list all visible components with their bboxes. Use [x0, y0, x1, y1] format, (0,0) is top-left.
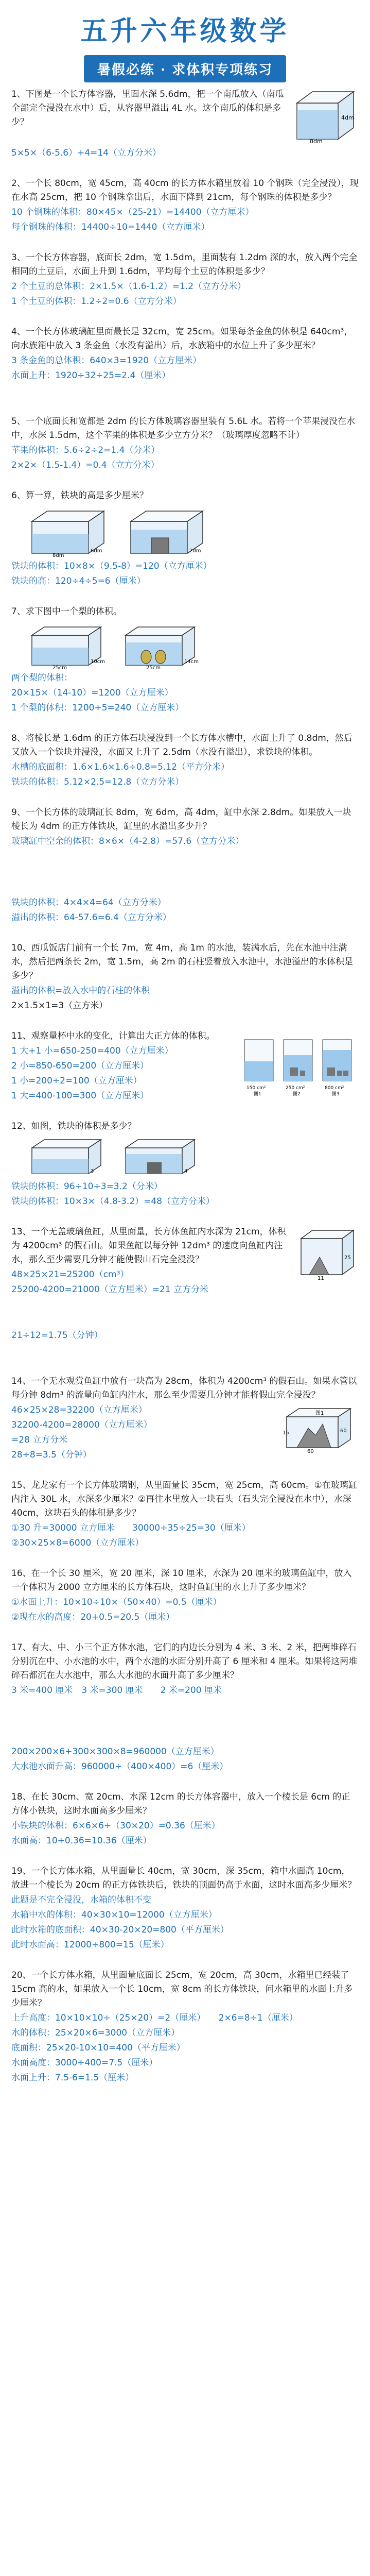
question-text: 3、一个长方体容器，底面长 2dm，宽 1.5dm，里面装有 1.2dm 深的水，放入两个完全相同的土豆后，水面上升到 1.6dm，平均每个土豆的体积是多少？: [11, 252, 358, 277]
rockery-figure: [281, 1403, 359, 1455]
question-text: 13、一个无盖玻璃鱼缸，从里面量，长方体鱼缸内水深为 21cm，体积为 4200cm³ 的假石山。如果鱼缸以每分钟 12dm³ 的速度向鱼缸内注水，那么至少需要几分钟才能使假山石完全浸没？: [11, 1227, 286, 1265]
cup1-label: 150 cm²: [246, 1086, 266, 1091]
problem-18: [11, 1790, 359, 1848]
fig5-label3: 2dm: [189, 548, 201, 554]
answer-line: ①30 升=30000 立方厘米 30000÷35÷25=30（厘米）: [11, 1523, 251, 1533]
question-text: 10、西瓜饭店门前有一个长 7m，宽 4m，高 1m 的水池，装满水后，先在水池中注满水，然后把两条长 2m，宽 1.5m，高 2m 的石柱竖着放入水池中，水池溢出的水体积是多少？: [11, 943, 353, 981]
problem-17: [11, 1641, 359, 1698]
container-figure: [292, 88, 359, 146]
fish-tank-figure: [297, 1225, 359, 1284]
problem-13: [11, 1225, 359, 1298]
answer-line: 水面高：10+0.36=10.36（厘米）: [11, 1836, 152, 1846]
answer-line: 2×2×（1.5-1.4）=0.4（立方分米）: [11, 460, 160, 470]
answer-line: 水面高度：3000÷400=7.5（厘米）: [11, 2058, 158, 2068]
answer-line: ②现在水的高度：20+0.5=20.5（厘米）: [11, 1612, 175, 1622]
fig12-l: 3: [91, 1168, 94, 1174]
iron-tank-figures: [27, 1137, 359, 1178]
problem-2: [11, 177, 359, 234]
cup1-title: 图1: [254, 1092, 261, 1096]
cup2-label: 250 cm²: [286, 1086, 305, 1091]
fig12-w: 4: [184, 1168, 188, 1174]
question-text: 7、求下图中一个梨的体积。: [11, 606, 122, 617]
answer-line: 3 条金鱼的总体积：640×3=1920（立方厘米）: [11, 355, 202, 366]
fig5-label1: 6dm: [91, 548, 102, 554]
answer-line: 此时水面高：12000÷800=15（厘米）: [11, 1940, 169, 1950]
answer-line: 水面上升：7.5-6=1.5（厘米）: [11, 2073, 134, 2083]
answer-line: 20×15×（14-10）=1200（立方厘米）: [11, 688, 173, 698]
problem-9-continued: [11, 896, 359, 925]
answer-line: 3 米=400 厘米 3 米=300 厘米 2 米=200 厘米: [11, 1685, 222, 1696]
problem-14: [11, 1375, 359, 1463]
question-text: 12、如图，铁块的体积是多少？: [11, 1121, 136, 1131]
cup2-title: 图2: [293, 1092, 301, 1096]
answer-line: 48×25×21=25200（cm³）: [11, 1269, 129, 1280]
fig14-c: 15: [283, 1430, 289, 1436]
fig6-c: 14cm: [184, 659, 199, 665]
answer-line: 此题是不完全浸没，水箱的体积不变: [11, 1895, 151, 1905]
answer-line: 1 大+1 小=650-250=400（立方厘米）: [11, 1046, 173, 1056]
worksheet-header: [11, 0, 359, 88]
question-text: 5、一个底面长和宽都是 2dm 的长方体玻璃容器里装有 5.6L 水。若将一个苹果浸没在水中，水深 1.5dm，这个苹果的体积是多少立方分米？（玻璃厚度忽略不计）: [11, 416, 356, 440]
answer-line: 底面积：25×20-10×10=400（平方厘米）: [11, 2043, 185, 2053]
question-text: 16、在一个长 30 厘米，宽 20 厘米，深 10 厘米，水深为 20 厘米的玻璃鱼缸中，放入一个体积为 2000 立方厘米的长方体石块，这时鱼缸里的水上升了多少厘米？: [11, 1568, 352, 1592]
answer-line: 玻璃缸中空余的体积：8×6×（4-2.8）=57.6（立方分米）: [11, 836, 244, 846]
problem-list: [11, 88, 359, 2085]
answer-line: 2×1.5×1=3（立方米）: [11, 1001, 108, 1011]
answer-line: 1 小=200÷2=100（立方厘米）: [11, 1076, 142, 1086]
question-text: 15、龙龙家有一个长方体玻璃钢，从里面量长 35cm，宽 25cm，高 60cm。①在玻璃缸内注入 30L 水，水深多少厘米？②再往水里放入一块石头（石头完全浸没在水中），水深 40cm，这块石头的体积是多少？: [11, 1480, 357, 1518]
problem-16: [11, 1567, 359, 1624]
problem-10: [11, 941, 359, 1013]
answer-line: 每个钢珠的体积：14400÷10=1440（立方厘米）: [11, 222, 210, 232]
answer-line: 铁块的体积：96÷10÷3=3.2（分米）: [11, 1181, 163, 1192]
answer-line: 水箱中水的体积：40×30×10=12000（立方厘米）: [11, 1910, 217, 1920]
answer-line: 5×5×（6-5.6）+4=14（立方分米）: [11, 148, 162, 158]
question-text: 20、一个长方体水箱，从里面量底面长 25cm，宽 20cm，高 30cm，水箱里已经装了 15cm 高的水，如果放入一个长 10cm，宽 8cm 的长方体铁块，问水箱里的水面上升多少厘米？: [11, 1970, 353, 2008]
question-text: 9、一个长方体的玻璃缸长 8dm，宽 6dm，高 4dm，缸中水深 2.8dm。如果放入一块棱长为 4dm 的正方体铁块，缸里的水溢出多少升？: [11, 807, 351, 832]
problem-3: [11, 251, 359, 309]
answer-line: 上升高度：10×10×10÷（25×20）=2（厘米） 2×6=8÷1（厘米）: [11, 2013, 298, 2023]
problem-5: [11, 415, 359, 472]
answer-line: 溢出的体积：64-57.6=6.4（立方分米）: [11, 912, 171, 923]
answer-line: 溢出的体积=放入水中的石柱的体积: [11, 986, 150, 996]
fig14-b: 60: [307, 1449, 314, 1453]
fig6-b: 25cm: [52, 665, 67, 669]
fig6-d: 25cm: [146, 665, 161, 669]
fig1-height-label: 4dm: [341, 114, 354, 121]
answer-line: 铁块的体积：10×8×（9.5-8）=120（立方厘米）: [11, 561, 212, 571]
problem-20: [11, 1969, 359, 2085]
question-text: 17、有大、中、小三个正方体水池，它们的内边长分别为 4 米、3 米、2 米，把两堆碎石分别沉在中、小水池的水中，两个水池的水面分别升高了 6 厘米和 4 厘米。如果将这两堆碎石都沉在大水池中，那么大水池的水面升高了多少厘米？: [11, 1642, 358, 1681]
question-text: 19、一个长方体水箱，从里面量长 40cm，宽 30cm，深 35cm，箱中水面高 10cm，放进一个棱长为 20cm 的正方体铁块后，铁块的顶面仍高于水面，这时水面高多少厘米？: [11, 1866, 357, 1890]
answer-line: 水槽的底面积：1.6×1.6×1.6÷0.8=5.12（平方分米）: [11, 762, 230, 772]
iron-block-figures: [27, 506, 359, 557]
answer-line: 10 个钢珠的体积：80×45×（25-21）=14400（立方厘米）: [11, 207, 254, 217]
page-subtitle: 暑假必练 · 求体积专项练习: [84, 55, 286, 82]
problem-19: [11, 1865, 359, 1952]
answer-line: =28 立方分米: [11, 1435, 68, 1445]
problem-6: [11, 489, 359, 588]
problem-8: [11, 732, 359, 789]
problem-4: [11, 325, 359, 383]
cup3-label: 800 cm²: [325, 1086, 344, 1091]
problem-17-continued: [11, 1745, 359, 1774]
answer-line: 1 个梨的体积：1200÷5=240（立方厘米）: [11, 703, 184, 713]
answer-line: 25200-4200=21000（立方厘米）=21 立方分米: [11, 1284, 209, 1295]
problem-12: [11, 1120, 359, 1209]
answer-line: 32200-4200=28000（立方厘米）: [11, 1420, 152, 1430]
fig6-a: 10cm: [91, 659, 105, 665]
answer-line: 28÷8=3.5（分钟）: [11, 1450, 92, 1460]
question-text: 6、算一算，铁块的高是多少厘米？: [11, 490, 148, 501]
answer-line: 21÷12=1.75（分钟）: [11, 1330, 103, 1341]
answer-line: 铁块的高：120÷4÷5=6（厘米）: [11, 576, 146, 586]
problem-11: [11, 1029, 359, 1104]
answer-line: 1 个土豆的体积：1.2÷2=0.6（立方分米）: [11, 296, 182, 307]
answer-line: 46×25×28=32200（立方厘米）: [11, 1405, 147, 1415]
question-text: 14、一个无水观赏鱼缸中放有一块高为 28cm，体积为 4200cm³ 的假石山。如果水管以每分钟 8dm³ 的流量向鱼缸内注水，那么至少需要几分钟才能将假山完全浸没？: [11, 1376, 357, 1400]
question-text: 4、一个长方体玻璃缸里面最长是 32cm，宽 25cm。如果每条金鱼的体积是 640cm³，向水族箱中放入 3 条金鱼（水没有溢出）后，水族箱中的水位上升了多少厘米？: [11, 327, 353, 351]
answer-line: 大水池水面升高：960000÷（400×400）=6（厘米）: [11, 1761, 228, 1772]
answer-line: 此时水箱的底面积：40×30-20×20=800（平方厘米）: [11, 1925, 229, 1935]
question-text: 2、一个长 80cm，宽 45cm，高 40cm 的长方体水箱里放着 10 个钢珠（完全浸没），现在水高 25cm，把 10 个钢珠拿出后，水面下降到 21cm，每个钢珠的体积是多少？: [11, 178, 359, 202]
fig13-b: 11: [318, 1276, 324, 1281]
problem-15: [11, 1479, 359, 1550]
answer-line: 水面上升：1920÷32÷25=2.4（厘米）: [11, 370, 171, 381]
answer-line: 两个梨的体积：: [11, 673, 73, 683]
question-text: 18、在长 30cm、宽 20cm、水深 12cm 的长方体容器中，放入一个棱长是 6cm 的正方体小铁块，这时水面高多少厘米？: [11, 1792, 350, 1816]
problem-9: [11, 806, 359, 849]
answer-line: 铁块的体积：10×3×（4.8-3.2）=48（立方分米）: [11, 1196, 215, 1207]
measuring-cup-figures: [240, 1029, 359, 1098]
answer-line: 200×200×6+300×300×8=960000（立方厘米）: [11, 1747, 219, 1757]
page-title: 五升六年级数学: [80, 15, 290, 47]
answer-line: ②30×25×8=6000（立方厘米）: [11, 1538, 144, 1548]
answer-line: 铁块的体积：5.12×2.5=12.8（立方分米）: [11, 777, 184, 787]
pear-figures: [27, 623, 359, 669]
answer-line: 2 小=850-650=200（立方厘米）: [11, 1061, 149, 1071]
answer-line: 苹果的体积：5.6÷2÷2=1.4（分米）: [11, 445, 160, 455]
answer-line: ①水面上升：10×10÷10×（50×40）=0.5（厘米）: [11, 1597, 222, 1607]
fig5-label2: 8dm: [52, 553, 64, 557]
question-text: 8、将棱长是 1.6dm 的正方体石块浸没到一个长方体水槽中，水面上升了 0.8dm，然后又放入一个铁块并浸没，水面又上升了 2.5dm（水没有溢出），求铁块的体积。: [11, 733, 353, 757]
fig1-width-label: 8dm: [310, 138, 323, 144]
fig14-title: 图1: [315, 1411, 324, 1416]
problem-1: [11, 88, 359, 146]
answer-line: 2 个土豆的总体积：2×1.5×（1.6-1.2）=1.2（立方分米）: [11, 281, 246, 292]
answer-line: 小铁块的体积：6×6×6÷（30×20）=0.36（厘米）: [11, 1821, 220, 1831]
cup3-title: 图3: [332, 1092, 340, 1096]
question-text: 1、下图是一个长方体容器，里面水深 5.6dm，把一个南瓜放入（南瓜全部完全浸没在水中）后，从容器里溢出 4L 水。这个南瓜的体积是多少？: [11, 89, 284, 127]
fig14-a: 60: [340, 1428, 347, 1434]
answer-line: 1 大=400-100=300（立方厘米）: [11, 1091, 149, 1101]
problem-7: [11, 605, 359, 715]
question-text: 11、观察量杯中水的变化，计算出大正方体的体积。: [11, 1031, 215, 1041]
answer-line: 铁块的体积：4×4×4=64（立方分米）: [11, 897, 166, 908]
fig13-a: 25: [344, 1255, 351, 1261]
answer-line: 水的体积：25×20×6=3000（立方厘米）: [11, 2028, 180, 2038]
